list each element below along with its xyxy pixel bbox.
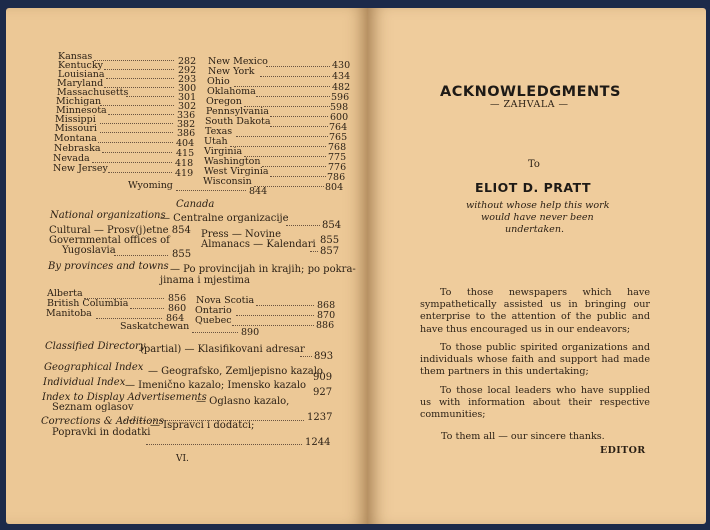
state-page: 301 (178, 92, 197, 103)
state-entry: Maryland (57, 78, 104, 89)
leader-dots (286, 225, 320, 226)
state-entry: Minnesota (56, 105, 107, 116)
geo-index-text: — Geografsko, Zemljepisno kazalo (148, 366, 323, 377)
cultural-line: Cultural — Prosv(j)etne 854 (49, 225, 191, 236)
ind-index-page: 927 (313, 387, 333, 398)
province-page: 860 (168, 303, 187, 314)
province-entry: Alberta (47, 288, 83, 299)
state-page: 804 (325, 182, 344, 193)
province-entry: Manitoba (46, 308, 92, 319)
national-org-page: 854 (322, 220, 342, 231)
state-page: 596 (331, 92, 350, 103)
almanacs-page: 857 (320, 246, 340, 257)
ads-index-text: — Oglasno kazalo, (196, 396, 290, 407)
dedication-line: undertaken. (505, 224, 565, 235)
ind-index-label: Individual Index (43, 377, 126, 388)
leader-dots (126, 96, 174, 97)
leader-dots (270, 116, 328, 117)
leader-dots (100, 105, 174, 106)
provinces-label: By provinces and towns (48, 261, 169, 272)
classified-label: Classified Directory (45, 341, 146, 352)
governmental-page: 855 (172, 249, 192, 260)
state-entry: Texas (205, 126, 233, 137)
province-entry: British Columbia (47, 298, 129, 309)
dedication-to: To (528, 159, 540, 170)
saskatchewan-entry: Saskatchewan (120, 321, 190, 332)
state-entry: New Mexico (208, 56, 268, 67)
province-page: 886 (316, 320, 335, 331)
state-page: 293 (178, 74, 197, 85)
canada-heading: Canada (176, 199, 215, 210)
leader-dots (98, 142, 173, 143)
state-page: 482 (332, 82, 351, 93)
state-entry: Utah (204, 136, 228, 147)
classified-page: 893 (314, 351, 334, 362)
governmental-line: Governmental offices of (49, 235, 170, 246)
state-page: 302 (178, 101, 197, 112)
leader-dots (256, 96, 330, 97)
province-page: 870 (317, 310, 336, 321)
province-page: 868 (317, 300, 336, 311)
state-page: 430 (332, 60, 351, 71)
saskatchewan-page: 890 (241, 327, 260, 338)
state-entry: South Dakota (205, 116, 271, 127)
leader-dots (100, 132, 173, 133)
leader-dots (236, 315, 314, 316)
leader-dots (108, 114, 174, 115)
province-page: 864 (166, 313, 185, 324)
dedicatee-name: ELIOT D. PRATT (475, 180, 591, 195)
state-entry: Nebraska (54, 143, 101, 154)
state-entry: New York (208, 66, 255, 77)
leader-dots (146, 444, 302, 445)
leader-dots (192, 332, 238, 333)
corrections-line2: Popravki in dodatki (52, 427, 151, 438)
page-subtitle: — ZAHVALA — (490, 99, 569, 110)
wyoming-entry: Wyoming (128, 180, 173, 191)
leader-dots (108, 172, 172, 173)
almanacs-entry: Almanacs — Kalendari (201, 239, 316, 250)
province-page: 856 (168, 293, 187, 304)
province-entry: Nova Scotia (196, 295, 255, 306)
leader-dots (260, 76, 330, 77)
yugoslavia-line: Yugoslavia (62, 245, 116, 256)
state-entry: Oklahoma (207, 86, 256, 97)
ind-index-text: — Imenično kazalo; Imensko kazalo (125, 380, 307, 391)
wyoming-page: 844 (249, 186, 268, 197)
state-entry: Michigan (56, 96, 102, 107)
state-page: 419 (175, 168, 194, 179)
paragraph-newspapers: To those newspapers which have sympathetically assisted us in bringing our enterprise to the attention of the public and have thus encouraged us in our endeavors; (420, 287, 650, 335)
state-page: 765 (329, 132, 348, 143)
state-page: 382 (177, 119, 196, 130)
national-org-label: National organizations (50, 210, 166, 221)
state-entry: Washington (204, 156, 261, 167)
press-entry: Press — Novine (201, 229, 282, 240)
leader-dots (300, 356, 312, 357)
leader-dots (270, 176, 326, 177)
state-entry: New Jersey (53, 163, 108, 174)
leader-dots (230, 146, 326, 147)
leader-dots (106, 78, 174, 79)
state-entry: Oregon (206, 96, 242, 107)
state-page: 300 (178, 83, 197, 94)
leader-dots (256, 305, 314, 306)
state-entry: Missouri (55, 123, 97, 134)
state-page: 764 (329, 122, 348, 133)
state-page: 600 (330, 112, 349, 123)
state-entry: Missippi (55, 114, 96, 125)
leader-dots (100, 123, 173, 124)
leader-dots (114, 255, 168, 256)
leader-dots (266, 66, 330, 67)
state-entry: Kansas (58, 51, 93, 62)
leader-dots (310, 251, 318, 252)
state-entry: Nevada (53, 153, 90, 164)
state-page: 775 (328, 152, 347, 163)
state-page: 336 (177, 110, 196, 121)
national-org-text: — Centralne organizacije (160, 213, 289, 224)
page-title: ACKNOWLEDGMENTS (440, 84, 621, 100)
state-entry: Louisiana (58, 69, 105, 80)
state-entry: Montana (54, 133, 97, 144)
leader-dots (102, 152, 172, 153)
corrections-page: 1244 (305, 437, 331, 448)
leader-dots (232, 325, 314, 326)
state-entry: Kentucky (58, 60, 103, 71)
state-entry: Massachusetts (57, 87, 129, 98)
ads-index-label: Index to Display Advertisements (42, 392, 207, 403)
state-entry: Pennsylvania (206, 106, 269, 117)
corrections-text: — Ispravci i dodatci; (150, 420, 255, 431)
state-page: 282 (178, 56, 197, 67)
paragraph-local-leaders: To those local leaders who have supplied us with information about their respective communities; (420, 385, 650, 421)
leader-dots (96, 318, 162, 319)
classified-text: (partial) — Klasifikovani adresar (140, 344, 305, 355)
state-entry: Virginia (204, 146, 243, 157)
state-page: 404 (176, 138, 195, 149)
state-page: 434 (332, 71, 351, 82)
provinces-text: — Po provincijah in krajih; po pokra- (170, 264, 356, 275)
dedication-line: would have never been (481, 212, 594, 223)
press-page: 855 (320, 235, 340, 246)
state-page: 786 (327, 172, 346, 183)
geo-index-label: Geographical Index (44, 362, 144, 373)
leader-dots (262, 166, 326, 167)
state-entry: Ohio (207, 76, 230, 87)
page-number: VI. (176, 454, 189, 464)
leader-dots (130, 308, 164, 309)
leader-dots (94, 60, 174, 61)
leader-dots (176, 190, 246, 191)
state-page: 768 (328, 142, 347, 153)
leader-dots (236, 136, 328, 137)
closing-thanks: To them all — our sincere thanks. (441, 431, 605, 442)
state-page: 386 (177, 128, 196, 139)
corrections-label: Corrections & Additions (41, 416, 164, 427)
state-page: 415 (176, 148, 195, 159)
paragraph-organizations: To those public spirited organizations and individuals whose faith and support had made them partners in this undertaking; (420, 342, 650, 378)
dedication-line: without whose help this work (466, 200, 610, 211)
state-page: 598 (330, 102, 349, 113)
leader-dots (270, 126, 328, 127)
state-page: 418 (175, 158, 194, 169)
leader-dots (104, 69, 174, 70)
ads-index-line2: Seznam oglasov (52, 402, 134, 413)
signature: EDITOR (600, 445, 646, 456)
province-entry: Ontario (195, 305, 232, 316)
ads-index-page: 1237 (307, 412, 333, 423)
state-page: 292 (178, 65, 197, 76)
geo-index-page: 909 (313, 372, 333, 383)
state-entry: Wisconsin (203, 176, 252, 187)
state-page: 776 (328, 162, 347, 173)
provinces-text-line2: jinama i mjestima (160, 275, 250, 286)
province-entry: Quebec (195, 315, 232, 326)
state-entry: West Virginia (204, 166, 269, 177)
